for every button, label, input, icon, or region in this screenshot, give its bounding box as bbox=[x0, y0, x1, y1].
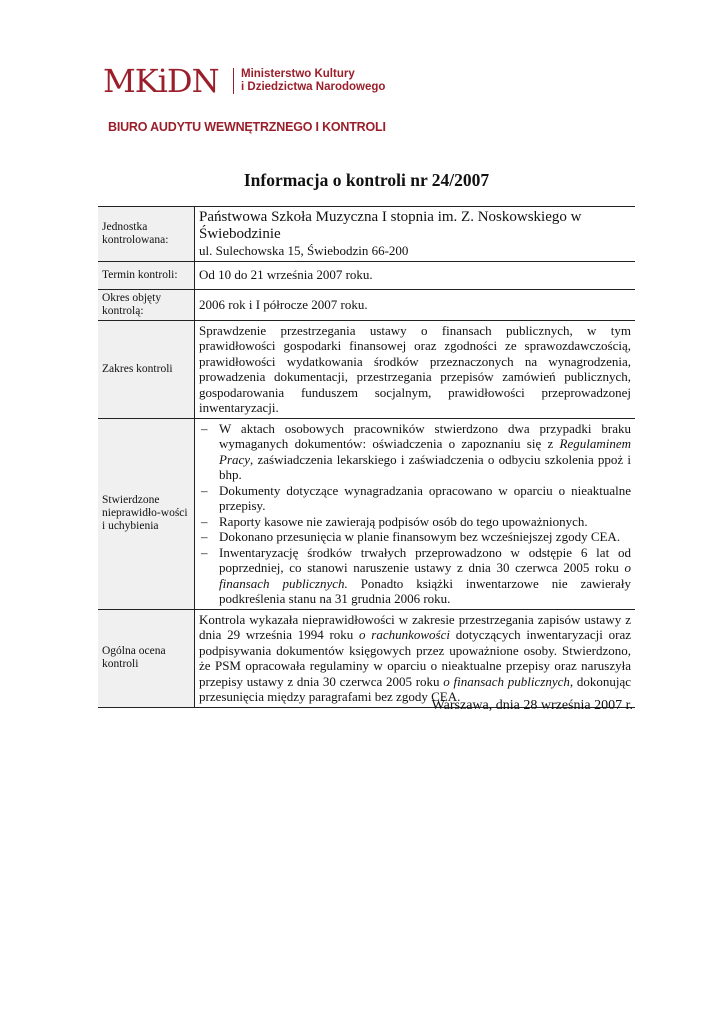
value-assessment: Kontrola wykazała nieprawidłowości w zakresie przestrzegania zapisów ustawy z dnia 29 września 1994 roku o rachunkowości dotyczących inwentaryzacji oraz podpisywania dokumentów księgowych przez upoważnione osoby. Stwierdzono, że PSM opracowała regulaminy w oparciu o nieaktualne przepisy oraz naruszyła przepisy ustawy z dnia 30 czerwca 2005 roku o finansach publicznych, dokonując przesunięcia między paragrafami bez zgody CEA. bbox=[195, 609, 636, 707]
label-findings: Stwierdzone nieprawidło-wości i uchybienia bbox=[98, 418, 195, 609]
row-scope bbox=[98, 320, 635, 418]
ministry-name bbox=[241, 68, 385, 94]
inspection-table bbox=[98, 206, 635, 708]
finding-item: – Raporty kasowe nie zawierają podpisów osób do tego upoważnionych. bbox=[199, 514, 631, 530]
value-term: Od 10 do 21 września 2007 roku. bbox=[195, 261, 636, 289]
document-title: Informacja o kontroli nr 24/2007 bbox=[243, 170, 490, 190]
label-scope: Zakres kontroli bbox=[98, 320, 195, 418]
value-scope: Sprawdzenie przestrzegania ustawy o finansach publicznych, w tym prawidłowości gospodarki finansowej oraz zgodności ze sprawozdawczością, prawidłowości wydatkowania środków przeznaczonych na wynagrodzenia, prowadzenia dokumentacji, przestrzegania przepisów zamówień publicznych, gospodarowania funduszem socjalnym, prawidłowości przeprowadzonej inwentaryzacji. bbox=[195, 320, 636, 418]
value-period: 2006 rok i I półrocze 2007 roku. bbox=[195, 289, 636, 320]
label-assessment: Ogólna ocena kontroli bbox=[98, 609, 195, 707]
label-period: Okres objęty kontrolą: bbox=[98, 289, 195, 320]
row-findings bbox=[98, 418, 635, 609]
findings-list bbox=[199, 421, 631, 607]
ministry-name-line2: i Dziedzictwa Narodowego bbox=[241, 81, 386, 93]
logo-divider bbox=[233, 68, 234, 94]
label-term: Termin kontroli: bbox=[98, 261, 195, 289]
finding-item: – Inwentaryzację środków trwałych przeprowadzono w odstępie 6 lat od poprzedniej, co stanowi naruszenie ustawy z dnia 30 czerwca 2005 roku o finansach publicznych. Ponadto książki inwentarzowe nie zawierały podkreślenia stanu na 31 grudnia 2006 roku. bbox=[199, 545, 631, 607]
row-assessment bbox=[98, 609, 635, 707]
value-entity bbox=[195, 207, 636, 262]
label-entity: Jednostka kontrolowana: bbox=[98, 207, 195, 262]
signature-date: Warszawa, dnia 28 września 2007 r. bbox=[431, 698, 633, 713]
logo-mark: MKiDN bbox=[103, 62, 219, 100]
value-findings bbox=[195, 418, 636, 609]
office-name: BIURO AUDYTU WEWNĘTRZNEGO I KONTROLI bbox=[108, 120, 386, 134]
entity-address: ul. Sulechowska 15, Świebodzin 66-200 bbox=[199, 243, 409, 258]
ministry-name-line1: Ministerstwo Kultury bbox=[241, 68, 355, 80]
finding-item: – Dokumenty dotyczące wynagradzania opracowano w oparciu o nieaktualne przepisy. bbox=[199, 483, 631, 514]
row-entity bbox=[98, 207, 635, 262]
entity-name: Państwowa Szkoła Muzyczna I stopnia im. Z. Noskowskiego w Świebodzinie bbox=[199, 209, 582, 242]
finding-item: – Dokonano przesunięcia w planie finansowym bez wcześniejszej zgody CEA. bbox=[199, 529, 631, 545]
row-term bbox=[98, 261, 635, 289]
finding-item: – W aktach osobowych pracowników stwierdzono dwa przypadki braku wymaganych dokumentów: oświadczenia o zapoznaniu się z Regulaminem Pracy, zaświadczenia lekarskiego i zaświadczenia o odbyciu szkolenia ppoż i bhp. bbox=[199, 421, 631, 483]
row-period bbox=[98, 289, 635, 320]
